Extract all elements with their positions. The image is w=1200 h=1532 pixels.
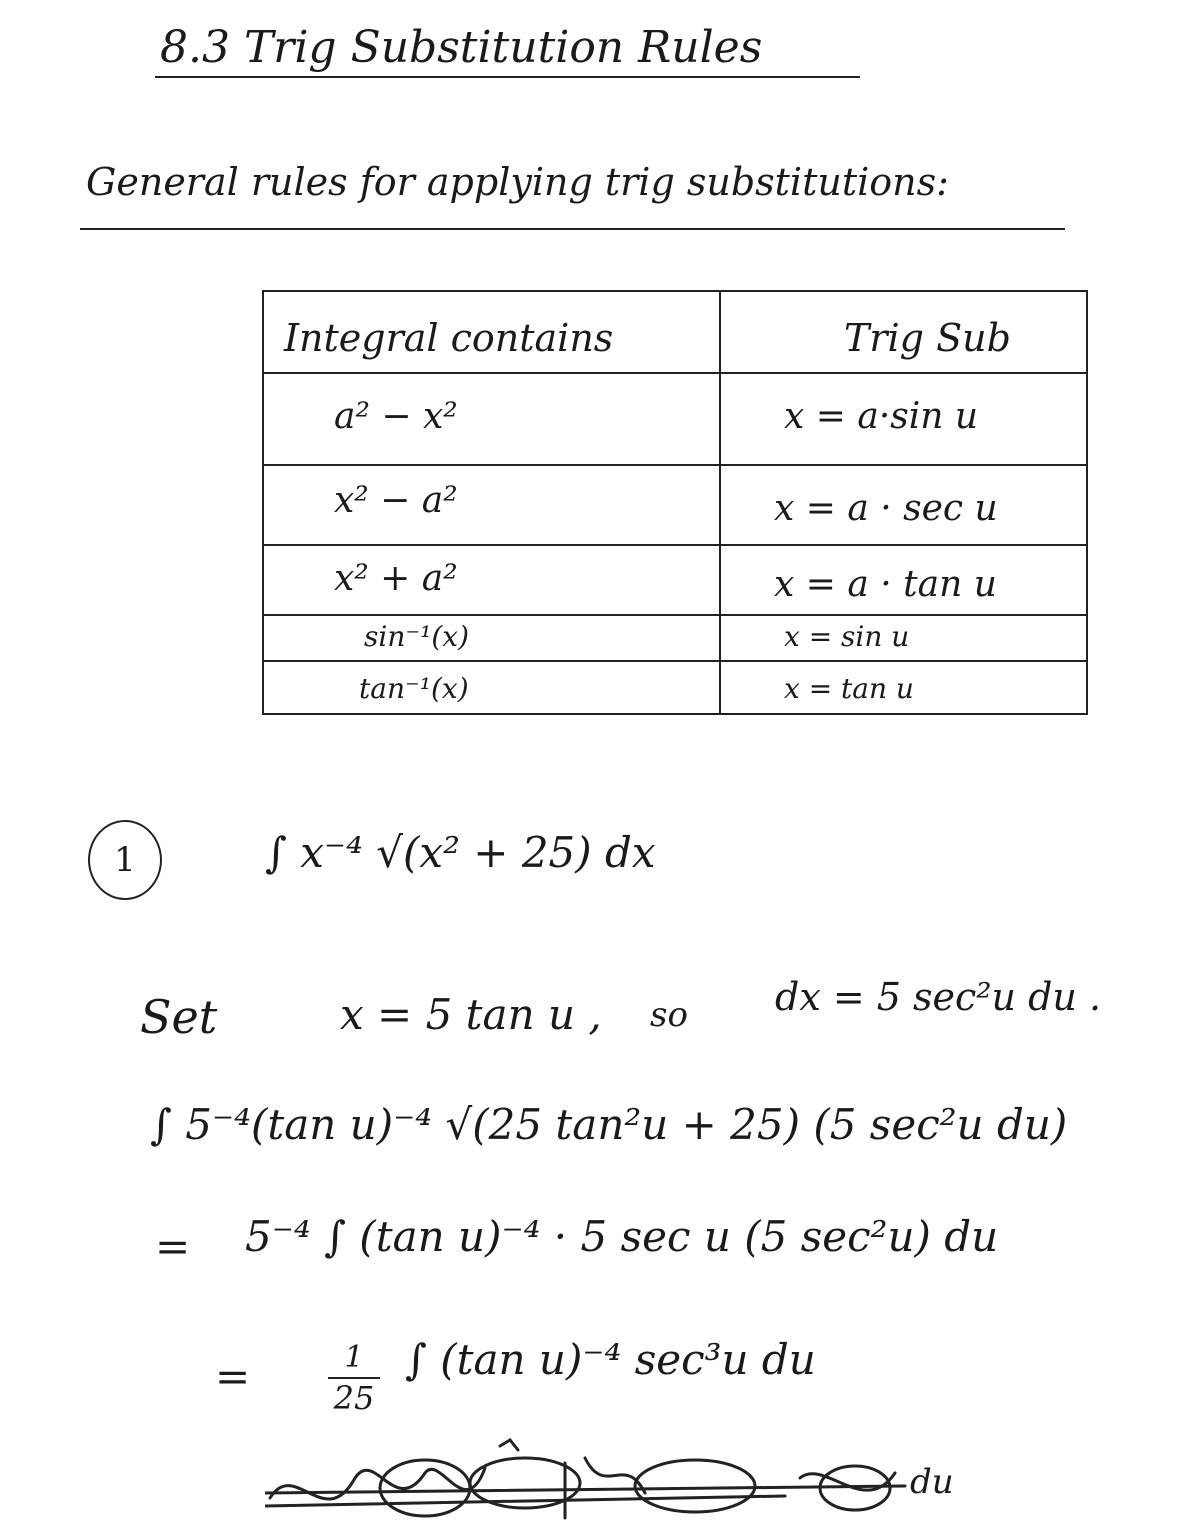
step-2: 5⁻⁴ ∫ (tan u)⁻⁴ · 5 sec u (5 sec²u) du <box>245 1212 999 1261</box>
crossed-tail: du <box>910 1462 954 1502</box>
table-cell-sub: x = tan u <box>784 672 914 705</box>
substitution-expression: x = 5 tan u , <box>340 990 602 1039</box>
table-cell-sub: x = a · sec u <box>774 488 998 529</box>
table-cell-contains: x² + a² <box>334 558 458 599</box>
step-3-fraction <box>328 1340 380 1417</box>
section-heading: General rules for applying trig substitutions: <box>86 160 949 204</box>
table-cell-sub: x = a·sin u <box>784 396 979 437</box>
table-cell-contains: a² − x² <box>334 396 458 437</box>
table-header-sub: Trig Sub <box>844 316 1011 360</box>
so-word: so <box>650 995 688 1035</box>
problem-number: 1 <box>88 820 162 900</box>
table-divider <box>719 292 721 713</box>
fraction-denominator: 25 <box>333 1379 375 1417</box>
differential-expression: dx = 5 sec²u du . <box>775 975 1102 1019</box>
table-cell-contains: tan⁻¹(x) <box>359 672 469 705</box>
step-3-equals: = <box>215 1352 251 1401</box>
step-1: ∫ 5⁻⁴(tan u)⁻⁴ √(25 tan²u + 25) (5 sec²u du) <box>150 1100 1068 1149</box>
table-cell-contains: sin⁻¹(x) <box>364 620 469 653</box>
page-title: 8.3 Trig Substitution Rules <box>160 22 763 73</box>
table-rule <box>264 464 1086 466</box>
table-cell-sub: x = sin u <box>784 620 910 653</box>
table-header-contains: Integral contains <box>284 316 614 360</box>
fraction-numerator: 1 <box>328 1340 380 1379</box>
title-underline <box>155 76 860 78</box>
step-3: ∫ (tan u)⁻⁴ sec³u du <box>405 1335 816 1384</box>
table-rule <box>264 372 1086 374</box>
table-cell-contains: x² − a² <box>334 480 458 521</box>
table-rule <box>264 614 1086 616</box>
substitution-table <box>262 290 1088 715</box>
table-rule <box>264 544 1086 546</box>
table-cell-sub: x = a · tan u <box>774 564 997 605</box>
scribble-strokes <box>265 1440 905 1518</box>
problem-integral: ∫ x⁻⁴ √(x² + 25) dx <box>265 828 656 877</box>
heading-underline <box>80 228 1065 230</box>
table-rule <box>264 660 1086 662</box>
step-2-equals: = <box>155 1222 191 1271</box>
set-word: Set <box>140 990 218 1044</box>
crossed-out-work <box>265 1438 915 1528</box>
